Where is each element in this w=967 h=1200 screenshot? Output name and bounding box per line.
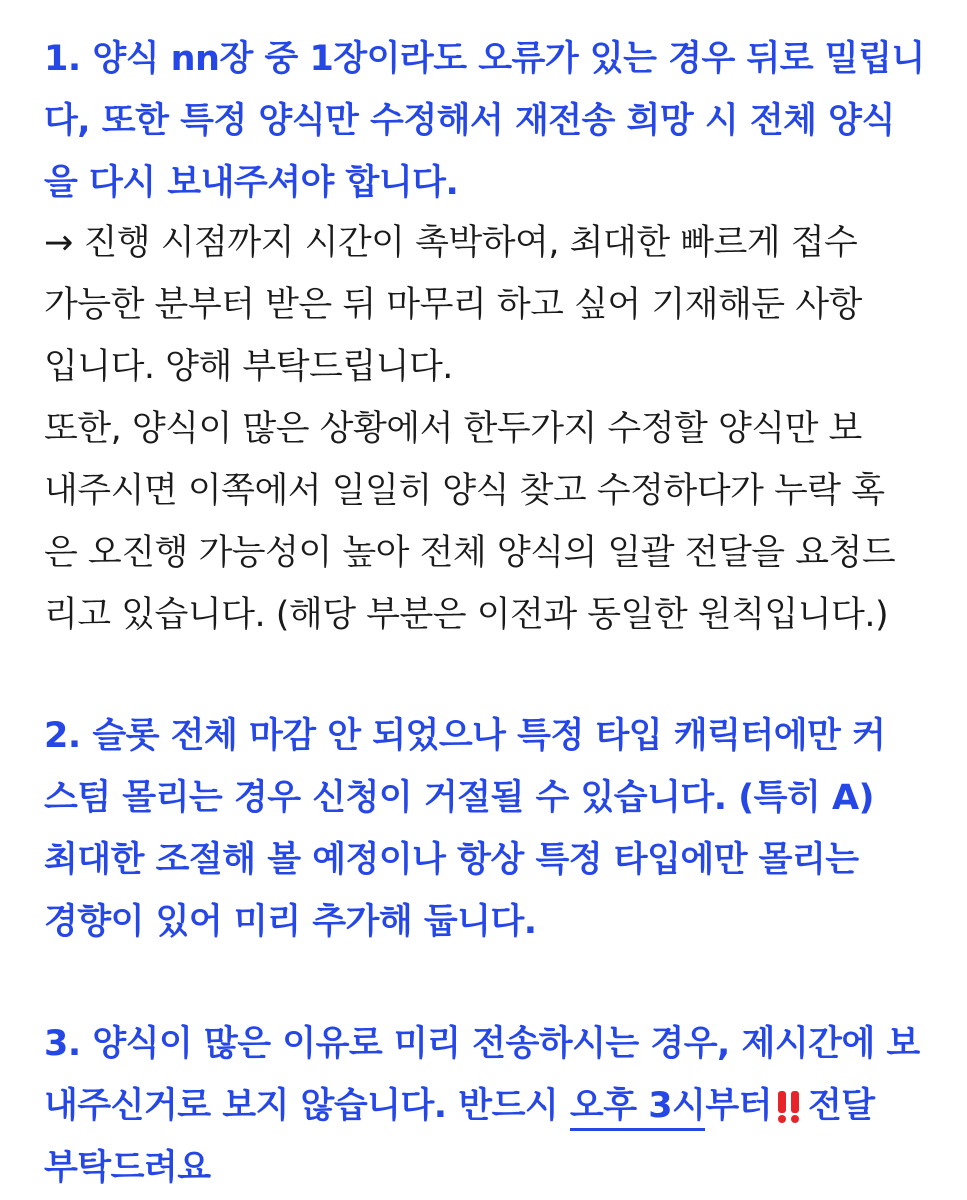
section3-line-2 (44, 1077, 875, 1135)
section1-line-3: 을 다시 보내주셔야 합니다. (44, 163, 459, 203)
section3-line-2-from: 부터 (705, 1086, 772, 1126)
note1-line-4: 또한, 양식이 많은 상황에서 한두가지 수정할 양식만 보 (44, 409, 862, 449)
section3-line-3: 부탁드려요 (44, 1148, 211, 1188)
section1-line-1: 1. 양식 nn장 중 1장이라도 오류가 있는 경우 뒤로 밀립니 (44, 39, 925, 79)
note1-line-1: → 진행 시점까지 시간이 촉박하여, 최대한 빠르게 접수 (44, 223, 858, 263)
note1-line-2: 가능한 분부터 받은 뒤 마무리 하고 싶어 기재해둔 사항 (44, 285, 862, 325)
section3-line-2-end: 전달 (807, 1086, 875, 1126)
note1-line-6: 은 오진행 가능성이 높아 전체 양식의 일괄 전달을 요청드 (44, 533, 896, 573)
section2-line-4: 경향이 있어 미리 추가해 둡니다. (44, 902, 537, 942)
note1-line-7: 리고 있습니다. (해당 부분은 이전과 동일한 원칙입니다.) (44, 595, 889, 635)
double-exclamation-icon (776, 1089, 802, 1125)
highlighted-time: 오후 3시 (570, 1086, 705, 1131)
note1-line-3: 입니다. 양해 부탁드립니다. (44, 347, 453, 387)
section3-line-1: 3. 양식이 많은 이유로 미리 전송하시는 경우, 제시간에 보 (44, 1024, 920, 1064)
note1-line-5: 내주시면 이쪽에서 일일히 양식 찾고 수정하다가 누락 혹 (44, 471, 885, 511)
section3-line-2-text: 내주신거로 보지 않습니다. 반드시 (44, 1086, 570, 1126)
section2-line-3: 최대한 조절해 볼 예정이나 항상 특정 타입에만 몰리는 (44, 840, 859, 880)
section2-line-1: 2. 슬롯 전체 마감 안 되었으나 특정 타입 캐릭터에만 커 (44, 716, 886, 756)
section1-line-2: 다, 또한 특정 양식만 수정해서 재전송 희망 시 전체 양식 (44, 101, 895, 141)
section2-line-2: 스텀 몰리는 경우 신청이 거절될 수 있습니다. (특히 A) (44, 778, 875, 818)
